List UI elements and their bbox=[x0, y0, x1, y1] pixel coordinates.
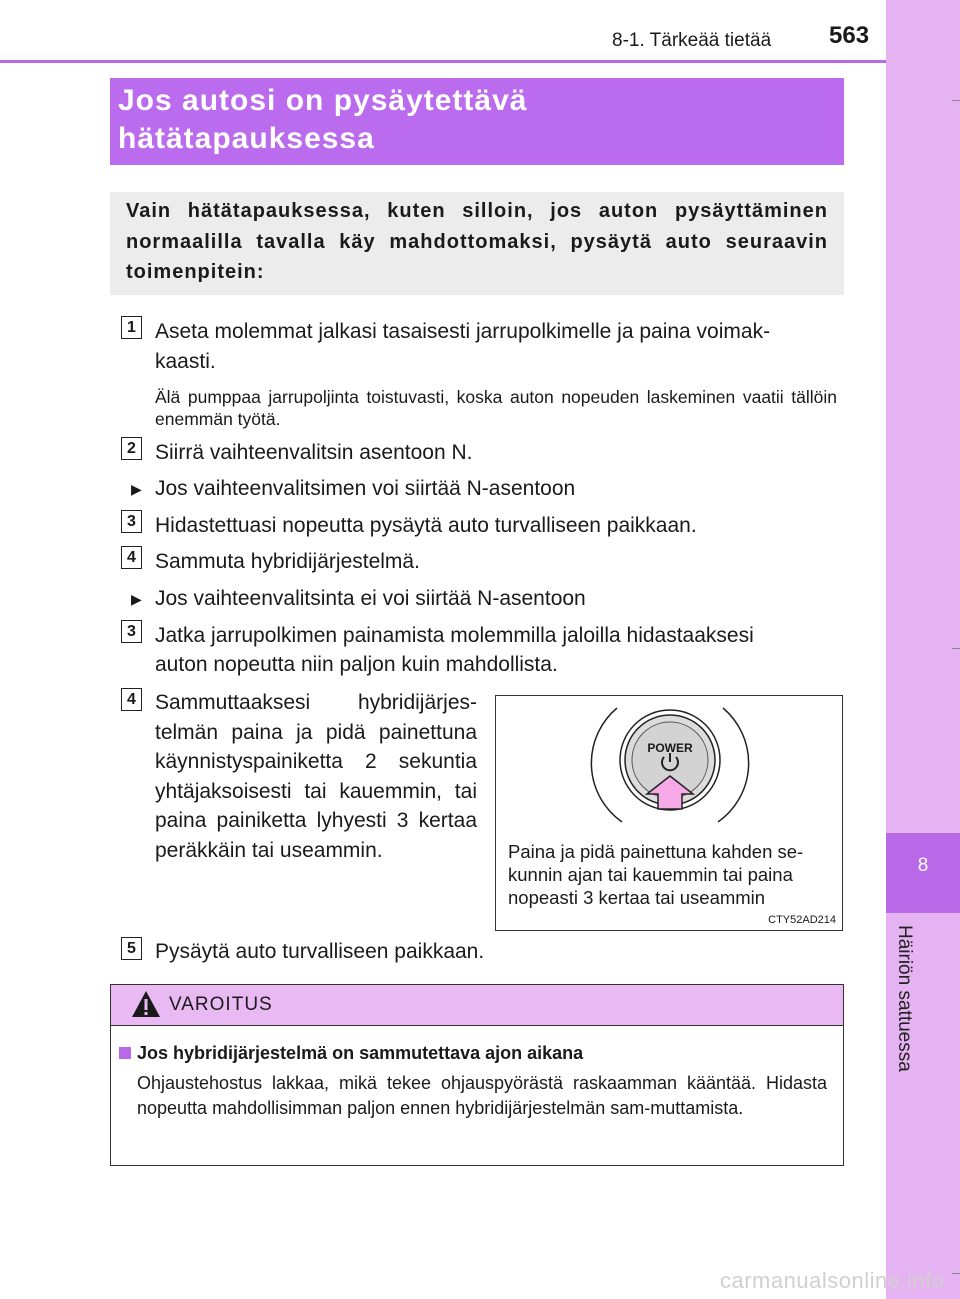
step-number: 1 bbox=[121, 316, 142, 339]
margin-tick bbox=[952, 100, 960, 101]
step-3b-line-2: auton nopeutta niin paljon kuin mahdollista. bbox=[155, 653, 558, 676]
step-number: 5 bbox=[121, 937, 142, 960]
title-line-2: hätätapauksessa bbox=[118, 122, 375, 155]
warning-box bbox=[110, 984, 844, 1166]
step-1-note: Älä pumppaa jarrupoljinta toistuvasti, koska auton nopeuden laskeminen vaatii tällöin enemmän työtä. bbox=[155, 387, 837, 429]
warning-body: Ohjaustehostus lakkaa, mikä tekee ohjauspyörästä raskaamman kääntää. Hidasta nopeutta mahdollisimman paljon ennen hybridijärjestelmän sam-muttamista. bbox=[137, 1073, 827, 1118]
step-number: 3 bbox=[121, 510, 142, 533]
section-heading: 8-1. Tärkeää tietää bbox=[612, 30, 772, 51]
step-number: 4 bbox=[121, 688, 142, 711]
figure-caption: Paina ja pidä painettuna kahden se-kunnin ajan tai kauemmin tai paina nopeasti 3 kertaa tai useammin bbox=[508, 841, 804, 908]
margin-tick bbox=[952, 648, 960, 649]
case-a-heading: Jos vaihteenvalitsimen voi siirtää N-asentoon bbox=[155, 477, 576, 500]
step-number: 4 bbox=[121, 546, 142, 569]
intro-box bbox=[110, 192, 844, 295]
bullet-square-icon bbox=[119, 1047, 131, 1059]
step-4a-text: Sammuta hybridijärjestelmä. bbox=[155, 550, 420, 573]
case-arrow-icon: ▶ bbox=[131, 481, 142, 497]
chapter-number[interactable]: 8 bbox=[886, 833, 960, 913]
warning-header bbox=[111, 985, 843, 1026]
case-arrow-icon: ▶ bbox=[131, 591, 142, 607]
warning-title: VAROITUS bbox=[169, 994, 273, 1015]
title-line-1: Jos autosi on pysäytettävä bbox=[118, 84, 528, 117]
case-b-heading: Jos vaihteenvalitsinta ei voi siirtää N-asentoon bbox=[155, 587, 586, 610]
step-4b-text: Sammuttaaksesi hybridijärjes-telmän paina ja pidä painettuna käynnistyspainiketta 2 sekuntia yhtäjaksoisesti tai kauemmin, tai paina painiketta lyhyesti 3 kertaa peräkkäin tai useammin. bbox=[155, 691, 477, 862]
step-3a-text: Hidastettuasi nopeutta pysäytä auto turvalliseen paikkaan. bbox=[155, 514, 697, 537]
header-rule bbox=[0, 60, 886, 63]
step-1-line-1: Aseta molemmat jalkasi tasaisesti jarrupolkimelle ja paina voimak- bbox=[155, 320, 771, 343]
margin-tick bbox=[952, 1273, 960, 1274]
warning-icon bbox=[131, 990, 161, 1018]
step-3b-line-1: Jatka jarrupolkimen painamista molemmilla jaloilla hidastaaksesi bbox=[155, 624, 754, 647]
step-2-text: Siirrä vaihteenvalitsin asentoon N. bbox=[155, 441, 473, 464]
intro-text: Vain hätätapauksessa, kuten silloin, jos auton pysäyttäminen normaalilla tavalla käy mahdottomaksi, pysäytä auto seuraavin toimenpitein: bbox=[126, 200, 828, 283]
power-button-label: POWER bbox=[647, 741, 693, 755]
page-number: 563 bbox=[829, 22, 870, 49]
page-title bbox=[110, 78, 844, 165]
figure-code: CTY52AD214 bbox=[768, 914, 836, 926]
side-tab bbox=[886, 0, 960, 1299]
step-5-text: Pysäytä auto turvalliseen paikkaan. bbox=[155, 940, 485, 963]
step-number: 2 bbox=[121, 437, 142, 460]
footer-watermark: carmanualsonline.info bbox=[720, 1268, 945, 1293]
step-1-line-2: kaasti. bbox=[155, 350, 216, 373]
warning-subtitle-row bbox=[119, 1043, 583, 1064]
warning-subtitle: Jos hybridijärjestelmä on sammutettava ajon aikana bbox=[137, 1043, 584, 1063]
chapter-title: Häiriön sattuessa bbox=[894, 925, 915, 1072]
power-button-illustration bbox=[496, 696, 842, 836]
power-button-figure bbox=[495, 695, 843, 931]
step-number: 3 bbox=[121, 620, 142, 643]
